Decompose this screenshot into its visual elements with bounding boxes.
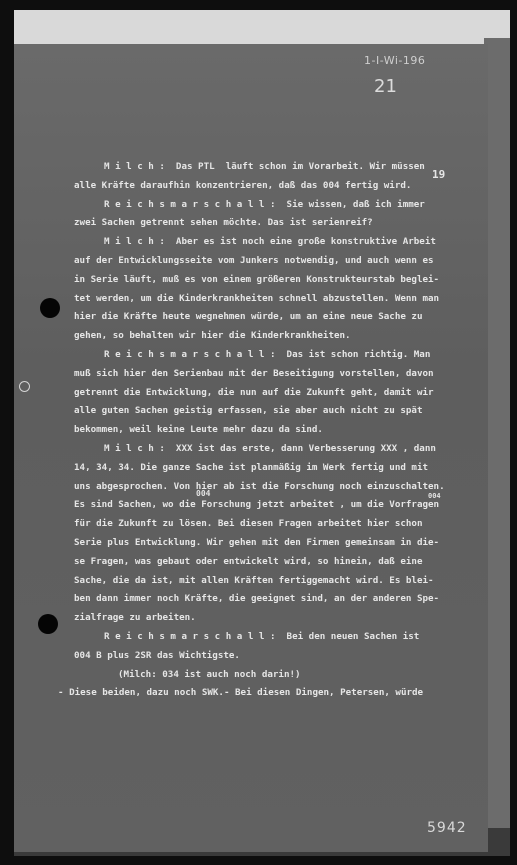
text-line: hier die Kräfte heute wegnehmen würde, um an eine neue Sache zu bbox=[74, 311, 423, 323]
text-line: in Serie läuft, muß es von einem größeren Konstrukteurstab beglei- bbox=[74, 273, 440, 285]
text-line: zwei Sachen getrennt sehen möchte. Das ist serienreif? bbox=[74, 217, 373, 229]
punch-hole-lower bbox=[38, 614, 58, 634]
text-line: (Milch: 034 ist auch noch darin!) bbox=[118, 668, 301, 680]
text-line: ben dann immer noch Kräfte, die geeignet sind, an der anderen Spe- bbox=[74, 593, 440, 605]
text-line: - Diese beiden, dazu noch SWK.- Bei diesen Dingen, Petersen, würde bbox=[58, 687, 424, 699]
text-line: auf der Entwicklungsseite vom Junkers notwendig, und auch wenn es bbox=[74, 254, 434, 266]
text-line: 004 B plus 2SR das Wichtigste. bbox=[74, 649, 240, 661]
punch-hole-ring bbox=[19, 381, 30, 392]
text-line: M i l c h : Das PTL läuft schon im Vorarbeit. Wir müssen bbox=[104, 161, 425, 172]
text-line: Sache, die da ist, mit allen Kräften fertiggemacht wird. Es blei- bbox=[74, 574, 434, 586]
text-line: 14, 34, 34. Die ganze Sache ist planmäßig im Werk fertig und mit bbox=[74, 461, 429, 473]
text-line: tet werden, um die Kinderkrankheiten schnell abzustellen. Wenn man bbox=[74, 292, 440, 304]
text-line: getrennt die Entwicklung, die nun auf die Zukunft geht, damit wir bbox=[74, 386, 434, 398]
text-line: R e i c h s m a r s c h a l l : Das ist schon richtig. Man bbox=[104, 348, 431, 360]
text-line: gehen, so behalten wir hier die Kinderkrankheiten. bbox=[74, 330, 351, 342]
text-line: Es sind Sachen, wo die Forschung jetzt arbeitet , um die Vorfragen bbox=[74, 499, 440, 511]
text-line: alle guten Sachen geistig erfassen, sie aber auch nicht zu spät bbox=[74, 405, 423, 417]
insertion-note-2: 004 bbox=[428, 492, 441, 500]
stamp-number: 5942 bbox=[427, 820, 467, 836]
text-line: bekommen, weil keine Leute mehr dazu da sind. bbox=[74, 424, 323, 436]
punch-hole-upper bbox=[40, 298, 60, 318]
folio-number: 21 bbox=[374, 76, 397, 97]
text-line: R e i c h s m a r s c h a l l : Bei den neuen Sachen ist bbox=[104, 630, 420, 642]
text-line: alle Kräfte daraufhin konzentrieren, daß das 004 fertig wird. bbox=[74, 179, 412, 191]
transcript-body bbox=[58, 158, 464, 703]
text-line: M i l c h : XXX ist das erste, dann Verbesserung XXX , dann bbox=[104, 442, 436, 454]
text-line: für die Zukunft zu lösen. Bei diesen Fragen arbeitet hier schon bbox=[74, 518, 423, 530]
text-line: muß sich hier den Serienbau mit der Beseitigung vorstellen, davon bbox=[74, 367, 434, 379]
text-line: zialfrage zu arbeiten. bbox=[74, 612, 196, 624]
text-line: Serie plus Entwicklung. Wir gehen mit den Firmen gemeinsam in die- bbox=[74, 536, 440, 548]
text-line: M i l c h : Aber es ist noch eine große konstruktive Arbeit bbox=[104, 236, 436, 248]
page-number: 19 bbox=[432, 168, 446, 181]
insertion-note: 004 bbox=[196, 489, 211, 498]
archive-mark: 1-I-Wi-196 bbox=[364, 54, 426, 67]
top-paper-strip bbox=[14, 10, 510, 46]
text-line: R e i c h s m a r s c h a l l : Sie wissen, daß ich immer bbox=[104, 198, 425, 210]
text-line: se Fragen, was gebaut oder entwickelt wird, so hinein, daß eine bbox=[74, 555, 423, 567]
text-line: uns abgesprochen. Von hier ab ist die Forschung noch einzuschalten. bbox=[74, 480, 445, 492]
